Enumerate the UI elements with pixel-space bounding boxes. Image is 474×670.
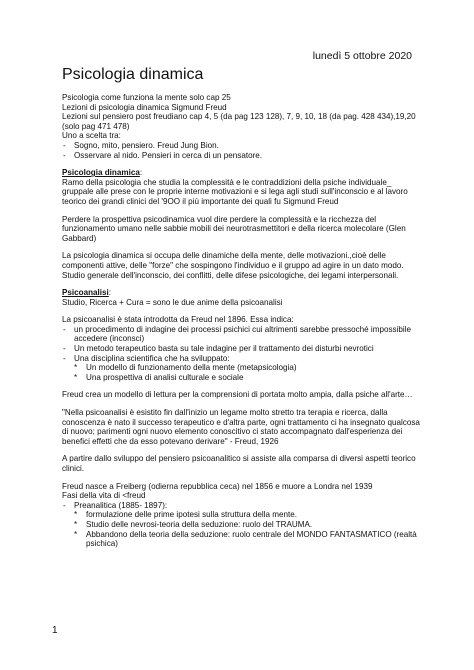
paragraph: Freud nasce a Freiberg (odierna repubblica ceca) nel 1856 e muore a Londra nel 1939 <box>62 481 373 491</box>
list-item: - un procedimento di indagine dei processi psichici cui altrimenti sarebbe pressoché impossibile accedere (inconsci) <box>62 325 422 344</box>
list-item: - Una disciplina scientifica che ha sviluppato: <box>62 354 422 364</box>
list-item: - Sogno, mito, pensiero. Freud Jung Bion. <box>62 141 422 151</box>
document-body <box>62 93 422 549</box>
paragraph: La psicologia dinamica si occupa delle dinamiche della mente, delle motivazioni.,cioè delle componenti attive, delle "forze" che sospingono l'individuo e il gruppo ad agire in un dato modo. <box>62 251 404 270</box>
intro-line: Lezioni sul pensiero post freudiano cap 4, 5 (da pag 123 128), 7, 9, 10, 18 (da pag. 428 434),19,20 (solo pag 471 478) <box>62 112 416 131</box>
paragraph: Ramo della psicologia che studia la complessità e le contraddizioni della psiche individuale_ gruppale alle prese con le proprie interne motivazioni e si lega agli studi sull'inconscio e al lavoro teorico dei grandi clinici del '9OO il più importante dei quali fu Sigmund Freud <box>62 177 408 206</box>
section-heading-psicologia-dinamica: Psicologia dinamica: <box>62 168 143 178</box>
paragraph: Studio generale dell'inconscio, dei conflitti, delle difese psicologiche, dei legami interpersonali. <box>62 270 399 280</box>
section-heading-psicoanalisi: Psicoanalisi: <box>62 288 112 298</box>
sub-list-item: * Studio delle nevrosi-teoria della seduzione: ruolo del TRAUMA. <box>62 520 422 530</box>
paragraph: Studio, Ricerca + Cura = sono le due anime della psicoanalisi <box>62 297 283 307</box>
sub-list-item: * Una prospettiva di analisi culturale e sociale <box>62 373 422 383</box>
list-item: - Un metodo terapeutico basta su tale indagine per il trattamento dei disturbi nevrotici <box>62 344 422 354</box>
intro-line: Uno a scelta tra: <box>62 131 121 141</box>
paragraph: Fasi della vita di <freud <box>62 491 146 501</box>
sub-list-item: * Un modello di funzionamento della mente (metapsicologia) <box>62 363 422 373</box>
paragraph: A partire dallo sviluppo del pensiero psicoanalitico si assiste alla comparsa di diversi aspetti teorico clinici. <box>62 454 416 473</box>
list-item: - Osservare al nido. Pensieri in cerca di un pensatore. <box>62 151 422 161</box>
sub-list-item: * Abbandono della teoria della seduzione: ruolo centrale del MONDO FANTASMATICO (realtà psichica) <box>62 530 422 549</box>
list-item: - Preanalitica (1885- 1897): <box>62 501 422 511</box>
date-header: lunedì 5 ottobre 2020 <box>312 50 412 62</box>
page-title: Psicologia dinamica <box>62 66 204 83</box>
paragraph: Freud crea un modello di lettura per la comprensioni di portata molto ampia, dalla psiche all'arte… <box>62 390 413 400</box>
quote: "Nella psicoanalisi è esistito fin dall'inizio un legame molto stretto tra terapia e ricerca, dalla conoscenza è nato il successo terapeutico e d'altra parte, ogni trattamento ci ha insegnato qualcosa di nuovo; parimenti ogni nuovo elemento conoscitivo ci stato accompagnato dall'esperienza dei benefici effetti che da esso potevano derivare" - Freud, 1926 <box>62 408 420 446</box>
sub-list-item: * formulazione delle prime ipotesi sulla struttura della mente. <box>62 510 422 520</box>
intro-line: Psicologia come funziona la mente solo cap 25 <box>62 93 231 102</box>
paragraph: Perdere la prospettiva psicodinamica vuol dire perdere la complessità e la ricchezza del funzionamento umano nelle sabbie mobili dei neurotrasmettitori e della ricerca molecolare (Glen Gabbard) <box>62 214 406 243</box>
page-number: 1 <box>52 625 58 636</box>
intro-line: Lezioni di psicologia dinamica Sigmund Freud <box>62 102 227 112</box>
paragraph: La psicoanalisi è stata introdotta da Freud nel 1896. Essa indica: <box>62 315 294 325</box>
